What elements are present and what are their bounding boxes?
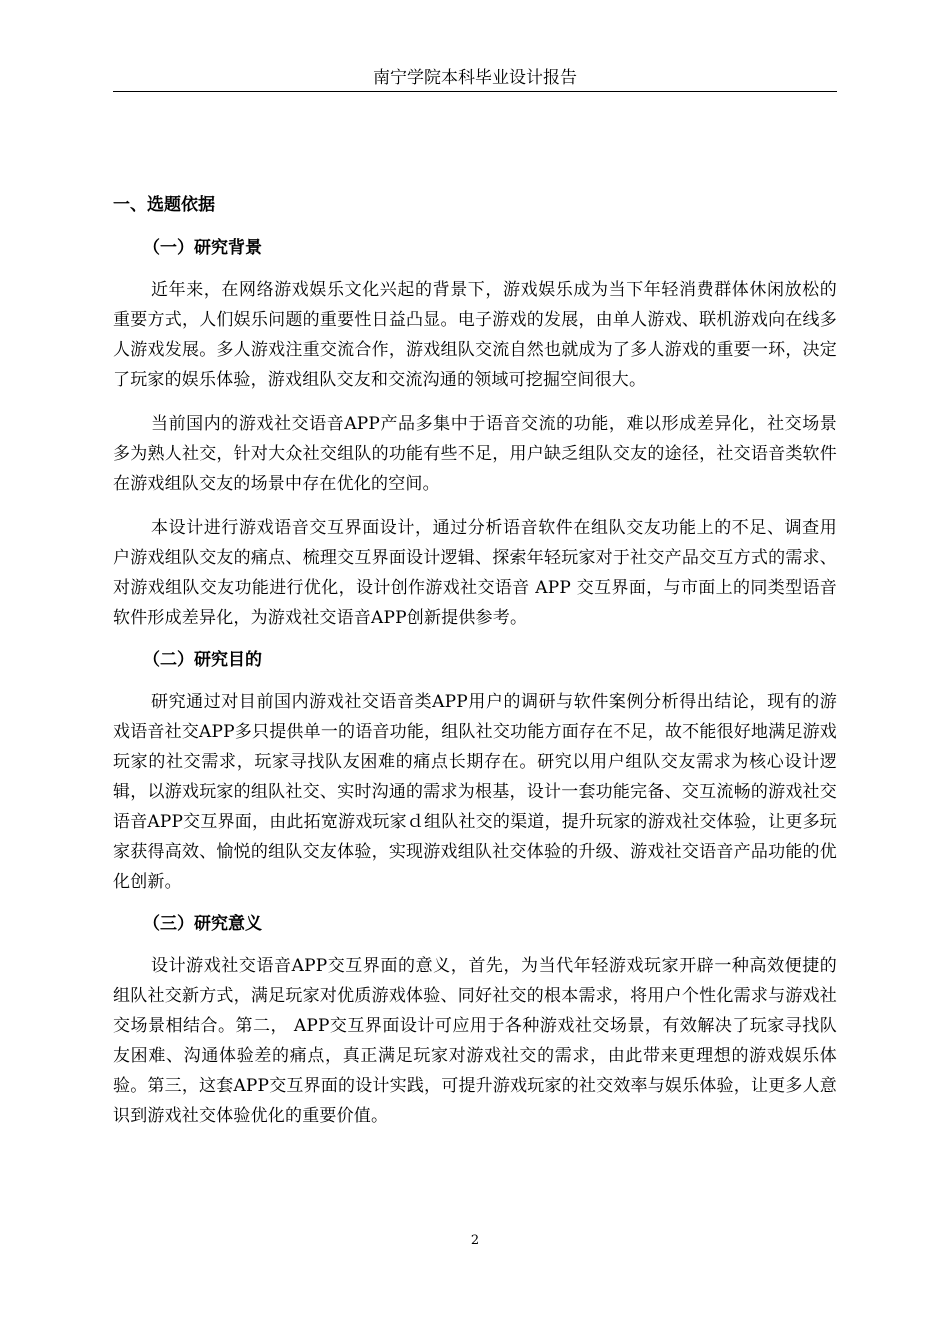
subsection-heading-significance: （三）研究意义	[143, 914, 262, 934]
paragraph: 设计游戏社交语音APP交互界面的意义，首先，为当代年轻游戏玩家开辟一种高效便捷的组队社交新方式，满足玩家对优质游戏体验、同好社交的根本需求，将用户个性化需求与游戏社交场景相结合。第二， APP交互界面设计可应用于各种游戏社交场景，有效解决了玩家寻找队友困难、沟通体验差的痛点，真正满足玩家对游戏社交的需求，由此带来更理想的游戏娱乐体验。第三，这套APP交互界面的设计实践，可提升游戏玩家的社交效率与娱乐体验，让更多人意识到游戏社交体验优化的重要价值。	[113, 956, 837, 1126]
paragraph: 近年来，在网络游戏娱乐文化兴起的背景下，游戏娱乐成为当下年轻消费群体休闲放松的重要方式，人们娱乐问题的重要性日益凸显。电子游戏的发展，由单人游戏、联机游戏向在线多人游戏发展。多人游戏注重交流合作，游戏组队交流自然也就成为了多人游戏的重要一环，决定了玩家的娱乐体验，游戏组队交友和交流沟通的领域可挖掘空间很大。	[113, 280, 837, 390]
page-content	[113, 192, 837, 1131]
paragraph: 研究通过对目前国内游戏社交语音类APP用户的调研与软件案例分析得出结论，现有的游戏语音社交APP多只提供单一的语音功能，组队社交功能方面存在不足，故不能很好地满足游戏玩家的社交需求，玩家寻找队友困难的痛点长期存在。研究以用户组队交友需求为核心设计逻辑，以游戏玩家的组队社交、实时沟通的需求为根基，设计一套功能完备、交互流畅的游戏社交语音APP交互界面，由此拓宽游戏玩家ｄ组队社交的渠道，提升玩家的游戏社交体验，让更多玩家获得高效、愉悦的组队交友体验，实现游戏组队社交体验的升级、游戏社交语音产品功能的优化创新。	[113, 692, 837, 892]
running-header: 南宁学院本科毕业设计报告	[373, 68, 577, 88]
subsection-heading-background: （一）研究背景	[143, 238, 262, 258]
page-number: 2	[470, 1233, 480, 1248]
header-rule	[113, 91, 837, 92]
section-heading: 一、选题依据	[113, 195, 215, 215]
subsection-heading-purpose: （二）研究目的	[143, 650, 262, 670]
paragraph: 本设计进行游戏语音交互界面设计，通过分析语音软件在组队交友功能上的不足、调查用户游戏组队交友的痛点、梳理交互界面设计逻辑、探索年轻玩家对于社交产品交互方式的需求、对游戏组队交友功能进行优化，设计创作游戏社交语音 APP 交互界面，与市面上的同类型语音软件形成差异化，为游戏社交语音APP创新提供参考。	[113, 518, 837, 628]
paragraph: 当前国内的游戏社交语音APP产品多集中于语音交流的功能，难以形成差异化，社交场景多为熟人社交，针对大众社交组队的功能有些不足，用户缺乏组队交友的途径，社交语音类软件在游戏组队交友的场景中存在优化的空间。	[113, 414, 837, 494]
